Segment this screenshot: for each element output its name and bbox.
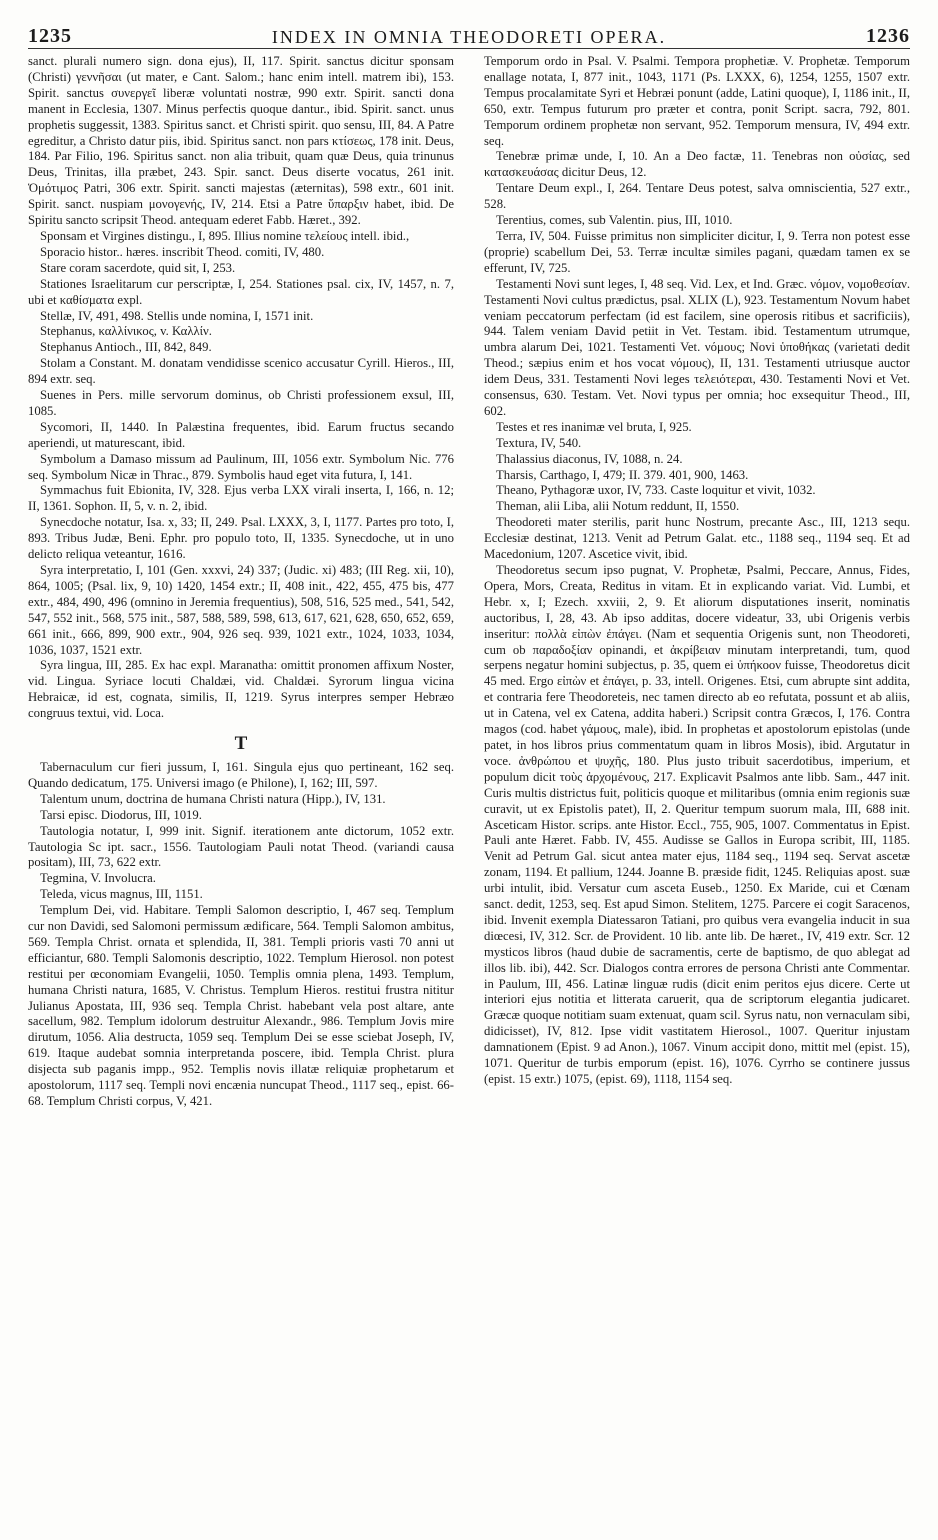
index-entry: Stolam a Constant. M. donatam vendidisse scenico accusatur Cyrill. Hieros., III, 894 extr. seq. [28, 356, 454, 387]
index-entry: Suenes in Pers. mille servorum dominus, ob Christi professionem exsul, III, 1085. [28, 388, 454, 418]
index-entry: Templum Dei, vid. Habitare. Templi Salomon descriptio, I, 467 seq. Templum cur non Davidi, sed Salomoni permissum ædificare, 564. Templi Salomon ambitus, 569. Templa Christ. ornata et splendida, II, 381. Templi prioris vasti 70 anni ut efficiantur, 680. Templi Salomonis descriptio, 1022. Templum Hierosol. non potest restitui per œconomiam Evangelii, 1050. Templis omnia plena, 1493. Templum, humana Christi natura, 1685, V. Christus. Templum Hieros. restitui frustra nititur Julianus Apostata, III, 936 seq. Templa Christ. habebant vela post altare, ante sacellum, 982. Templum idolorum destruitur Alexandr., 986. Templum Jovis mire dirutum, 1056. Alia destructa, 1059 seq. Templum Dei se esse sciebat Joseph, IV, 619. Itaque audebat somnia interpretanda poscere, ibid. Templa Christ. plura disjecta sub paganis impp., 952. Templis novis illatæ reliquiæ prophetarum et apostolorum, 1117 seq. Templi novi encænia nuncupat Theod., 1117 seq., epist. 66-68. Templum Christi corpus, V, 421. [28, 903, 454, 1108]
index-entry: Sporacio histor.. hæres. inscribit Theod. comiti, IV, 480. [40, 244, 325, 259]
index-entry: Testes et res inanimæ vel bruta, I, 925. [496, 419, 692, 434]
left-page-number: 1235 [28, 25, 72, 47]
index-entry: Theodoretus secum ipso pugnat, V. Prophetæ, Psalmi, Peccare, Annus, Fides, Opera, Mors, Creata, Reditus in vitam. Et in explicando variat. Vid. Lumbi, et Hebr. x, I; Ezech. xxviii, 2, 9. Et aliorum disputationes inserit, nominatis auctoribus, I, 28, 43. Ab ipso additas, docere videatur, 33, ubi Origenis verbis inseritur: πολλὰ εἰπὼν ἐπάγει. (Nam et sequentia Origenis sunt, non Theodoreti, cum ob παραδοξίαν opinandi, et ἀκρίβειαν minutam interpretandi, tum, quod serpens negatur homini subjectus, p. 35, quem ei ὑπήκοον fuisse, Theodoretus dicit 45 med. Ergo εἰπὼν et ἐπάγει, p. 33, intell. Origenes. Etsi, cum abrupte sint addita, et contraria fere Theodoreteis, nec tamen directo ab eo refutata, possunt et ab aliis, ut in Catena, vel ex Catena, addita haberi.) Scripsit contra Græcos, I, 176. Contra magos (cod. habet γάμους, male), ibid. In prophetas et apostolorum epistolas (unde patet, in hos libros prius commentatum quam in libros Mosis), ibid. Argutatur in voce. ἀνθρώπου et ψυχῆς, 180. Plus justo tribuit sacerdotibus, imperium, et populum dicit τοὺς ἀρχομένους, 217. Explicavit Psalmos ante libb. Sam., 447 init. Curis multis districtus fuit, politicis quoque et militaribus (omnia enim regionis suæ curavit, ut ex Epistolis patet), II, 2. Queritur tempum suorum mala, III, 688 init. Asceticam Histor. scrips. ante Histor. Eccl., 755, 905, 1007. Commentatus in Epist. Pauli ante Hæret. Fabb. IV, 455. Audisse se Gallos in Europa scribit, III, 1185. Venit ad Petrum Gal. sicut antea mater ejus, 1184 seq., 1194 seq. Servat ascetæ zonam, 1194. Et pallium, 1244. Joanne B. præside fidit, 1245. Reliquias apost. suæ urbi intulit, ibid. Versatur cum asceta Euseb., 1250. Ex Maride, cui et Cœnam sanct. dedit, 1253, seq. Est apud Simon. Stelitem, 1275. Parcere ei cogit Saracenos, ibid. Invenit exempla Diatessaron Tatiani, pro quibus vera evangelia inducit in sua diœcesi, IV, 312. Scr. de Provident. 10 lib. ante lib. De hæret., IV, 419 extr. Scr. 12 mysticos libros (haud dubie de sacramentis, certe de baptismo, de quo ablegat ad illos lib. ibi), 442. Scr. Dialogos contra errores de persona Christi ante Commentar. in Paulum, III, 456. Latinæ linguæ rudis (dicit enim peritos ejus dicere. Certe ut interiori ejus notitia et litterata caruerit, qua de scriptorum elegantia judicaret. Græcæ quoque notitiam suam extenuat, quam scil. Syrus natu, non vernaculam sibi, didicisset), IV, 812. Ipse vidit vastitatem Hierosol., 1007. Queritur injustam damnationem (Epist. 9 ad Anon.), 1067. Vinum accipit dono, mittit mel (epist. 15), 1071. Queritur de turbis emporum (epist. 16), 1076. Cyrrho se continere jussus (epist. 15 extr.) 1075, (epist. 69), 1118, 1154 seq. [484, 563, 910, 1086]
running-title: INDEX IN OMNIA THEODORETI OPERA. [271, 27, 667, 47]
index-entry: Tharsis, Carthago, I, 479; II. 379. 401, 900, 1463. [496, 467, 749, 482]
left-column [28, 54, 454, 1530]
index-entry: Tentare Deum expl., I, 264. Tentare Deus potest, salva omniscientia, 527 extr., 528. [484, 181, 910, 212]
entries-t [28, 760, 454, 1110]
index-entry: Temporum ordo in Psal. V. Psalmi. Tempora prophetiæ. V. Prophetæ. Temporum enallage notata, I, 877 init., 1043, 1171 (Ps. LXXX, 6), 1254, 1255, 1507 extr. Tempus procalamitate Syri et Hebræi ponunt (adde, Latini quoque), I, 1186 init., II, 650, extr. Tempus futurum pro præter et contra, ponit Script. sacra, 792, 801. Temporum ordinem prophetæ non servant, 952. Temporum mensura, IV, 494 extr. seq. [484, 54, 910, 148]
index-entry: Theman, alii Liba, alii Notum reddunt, II, 1550. [496, 499, 740, 514]
index-entry: Sponsam et Virgines distingu., I, 895. Illius nomine τελείους intell. ibid., [40, 228, 410, 243]
index-entry: Stephanus, καλλίνικος, v. Καλλίν. [40, 324, 212, 339]
index-entry: Sycomori, II, 1440. In Palæstina frequentes, ibid. Earum fructus secando aperiendi, ut maturescant, ibid. [28, 419, 454, 450]
index-entry: Stellæ, IV, 491, 498. Stellis unde nomina, I, 1571 init. [40, 308, 314, 323]
index-entry: Thalassius diaconus, IV, 1088, n. 24. [496, 451, 683, 466]
index-entry: Synecdoche notatur, Isa. x, 33; II, 249. Psal. LXXX, 3, I, 1177. Partes pro toto, I, 893. Tribus Judæ, Beni. Ephr. pro populo toto, II, 1335. Synecdoche, ut in uno delicto reliqua veteantur, 1616. [28, 515, 454, 562]
index-entry: Symbolum a Damaso missum ad Paulinum, III, 1056 extr. Symbolum Nic. 776 seq. Symbolum Nicæ in Thrac., 879. Symbolis haud eget vita futura, I, 141. [28, 451, 454, 482]
index-entry: Tegmina, V. Involucra. [40, 871, 156, 886]
index-columns [28, 54, 910, 1530]
index-entry: Syra lingua, III, 285. Ex hac expl. Maranatha: omittit pronomen affixum Noster, vid. Lingua. Syriace locuti Chaldæi, vid. Chaldæi. Syrorum lingua vicina Hebraicæ, id est, cognata, similis, II, 1219. Syrus interpres semper Hebræo congruus textui, vid. Loca. [28, 658, 454, 721]
index-entry: Theodoreti mater sterilis, parit hunc Nostrum, precante Asc., III, 1213 sequ. Ecclesiæ destinat, 1213. Venit ad Petrum Galat. etc., 1188 seq., 1194 seq. Et ad Macedonium, 1207. Ascetice vivit, ibid. [484, 515, 910, 562]
page-header [28, 14, 910, 49]
index-entry: Symmachus fuit Ebionita, IV, 328. Ejus verba LXX virali inserta, I, 166, n. 12; II, 1361. Sophon. II, 5, v. n. 2, ibid. [28, 483, 454, 514]
index-entry: Stare coram sacerdote, quid sit, I, 253. [40, 260, 236, 275]
index-entry: Stationes Israelitarum cur perscriptæ, I, 254. Stationes psal. cix, IV, 1457, n. 7, ubi et καθίσματα expl. [28, 276, 454, 307]
index-entry: Testamenti Novi sunt leges, I, 48 seq. Vid. Lex, et Ind. Græc. νόμον, νομοθεσίαν. Testamenti Novi cultus prædictus, psal. XLIX (L), 923. Testamentum Novum habet veniam peccatorum perfectam (id est facilem, sine operosis ritibus et sacrificiis), 944. Talem veniam David petiit in Vet. Testam. ibid. Testamentum utrumque, umbra alarum Dei, 1021. Testamenti Vet. νόμους; Novi ὑποθήκας (varietati dedit Theod.; sæpius enim et hos vocat νόμους), II, 131. Testamenti utriusque auctor idem Deus, 331. Testamenti Novi leges τελειότεραι, 430. Testamenti Novi et Vet. consensus, 630. Testam. Vet. Novi typus per omnia; hoc exsequitur Theod., III, 602. [484, 276, 910, 418]
index-entry: Talentum unum, doctrina de humana Christi natura (Hipp.), IV, 131. [40, 791, 386, 806]
entries-s [28, 54, 454, 722]
right-column [484, 54, 910, 1530]
index-entry: Tarsi episc. Diodorus, III, 1019. [40, 807, 202, 822]
index-entry: Tenebræ primæ unde, I, 10. An a Deo factæ, 11. Tenebras non οὐσίας, sed κατασκευάσας dicitur Deus, 12. [484, 149, 910, 180]
index-entry: Textura, IV, 540. [496, 435, 582, 450]
right-page-number: 1236 [866, 25, 910, 47]
index-entry: Terra, IV, 504. Fuisse primitus non simpliciter dicitur, I, 9. Terra non potest esse (proprie) scabellum Dei, 53. Terræ incultæ similes pagani, quædam tamen ex se efferunt, IV, 725. [484, 228, 910, 275]
index-entry: sanct. plurali numero sign. dona ejus), II, 117. Spirit. sanctus dicitur sponsam (Christi) γεννῆσαι (ut mater, e Cant. Salom.; hanc enim intell. matrem ibi), 153. Spirit. sanctus συνεργεῖ liberæ voluntati nostræ, 990 extr. Spirit. sancti dona manent in Ecclesia, 1307. Minus perfectis quoque dantur., ibid. Spirit. sanct. unus prophetis suggessit, 1383. Spiritus sanct. et Christi spirit. quo sensu, III, 84. A Patre egreditur, a Christo datur piis, ibid. Spiritus sanct. non pars κτίσεως, 178 init. Deus, 184. Par Filio, 196. Spiritus sanct. non alia tribuit, quam quæ Deus, quia trinunus Deus, Trinitas, illa præbet, 243. Spir. sanct. Deus diserte vocatus, 261 init. Ὁμότιμος Patri, 306 extr. Spirit. sancti majestas (æternitas), 598 extr., 601 init. Spirit. sanct. nuspiam μονογενής, IV, 214. Etsi a Patre ὕπαρξιν habet, ibid. De Spiritu sancto scripsit Theod. antequam ederet Fabb. Hæret., 392. [28, 54, 454, 228]
index-entry: Terentius, comes, sub Valentin. pius, III, 1010. [496, 213, 733, 228]
section-letter: T [234, 733, 248, 755]
index-entry: Syra interpretatio, I, 101 (Gen. xxxvi, 24) 337; (Judic. xi) 483; (III Reg. xii, 10), 864, 1005; (Psal. lix, 9, 10) 1420, 1454 extr.; II, 408 init., 422, 455, 475 bis, 477 extr., 484, 490, 496 (omnino in Jeremia frequentius), 508, 516, 525 med., 541, 542, 547, 552 init., 568, 575 init., 587, 588, 589, 598, 613, 617, 621, 628, 650, 652, 659, 661 init., 666, 899, 900 extr., 904, 926 seq. 939, 1021 extr., 1024, 1033, 1034, 1036, 1037, 1521 extr. [28, 563, 454, 657]
index-entry: Stephanus Antioch., III, 842, 849. [40, 340, 212, 355]
index-entry: Tautologia notatur, I, 999 init. Signif. iterationem ante dictorum, 1052 extr. Tautologia Sc ipt. sacr., 1556. Tautologiam Pauli notat Theod. (variandi causa positam), III, 73, 622 extr. [28, 823, 454, 870]
index-entry: Theano, Pythagoræ uxor, IV, 733. Caste loquitur et vivit, 1032. [496, 483, 816, 498]
index-entry: Tabernaculum cur fieri jussum, I, 161. Singula ejus quo pertineant, 162 seq. Quando dedicatum, 175. Universi imago (e Philone), I, 162; III, 597. [28, 759, 454, 790]
index-entry: Teleda, vicus magnus, III, 1151. [40, 887, 203, 902]
